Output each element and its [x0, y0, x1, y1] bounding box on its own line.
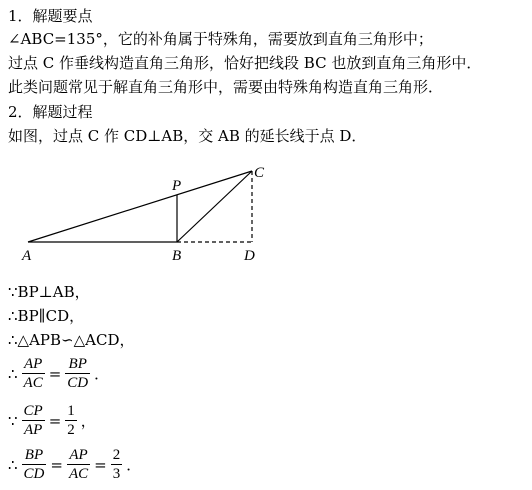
label-C: C	[254, 165, 265, 181]
label-A: A	[22, 248, 32, 264]
fraction-CP-AP: $\frac{CP}{AP}$	[23, 403, 43, 438]
proof-step-6	[8, 446, 141, 483]
step-4-prefix: ∴	[8, 364, 18, 383]
segment-BC	[177, 171, 252, 242]
proof-step-3: ∴△APB∽△ACD，	[8, 331, 135, 349]
proof-step-5	[8, 402, 96, 439]
label-D: D	[244, 248, 255, 264]
section-1-line-1: ∠ABC=135°，它的补角属于特殊角，需要放到直角三角形中；	[8, 30, 433, 48]
section-2-line-1: 如图，过点 C 作 CD⊥AB，交 AB 的延长线于点 D．	[8, 127, 367, 145]
label-P: P	[172, 178, 182, 194]
proof-step-1: ∵BP⊥AB，	[8, 283, 90, 301]
section-2-title: 2．解题过程	[8, 103, 93, 121]
step-5-suffix: ，	[80, 412, 96, 430]
equals-sign: =	[50, 455, 63, 474]
proof-step-2: ∴BP∥CD，	[8, 307, 85, 325]
label-B: B	[172, 248, 182, 264]
step-5-prefix: ∵	[8, 411, 18, 430]
fraction-2-3: $\frac{2}{3}$	[112, 447, 121, 482]
fraction-BP-CD: $\frac{BP}{CD}$	[23, 447, 45, 482]
proof-step-4	[8, 355, 109, 392]
fraction-BP-CD: $\frac{BP}{CD}$	[67, 356, 89, 391]
fraction-AP-AC: $\frac{AP}{AC}$	[23, 356, 43, 391]
fraction-1-2: $\frac{1}{2}$	[67, 403, 75, 438]
section-1-line-2: 过点 C 作垂线构造直角三角形，恰好把线段 BC 也放到直角三角形中．	[8, 54, 482, 72]
fraction-AP-AC: $\frac{AP}{AC}$	[68, 447, 89, 482]
step-6-suffix: ．	[126, 456, 142, 474]
section-1-line-3: 此类问题常见于解直角三角形中，需要由特殊角构造直角三角形．	[8, 78, 444, 96]
equals-sign: =	[94, 455, 107, 474]
step-4-suffix: ．	[94, 365, 110, 383]
equals-sign: =	[48, 411, 62, 430]
segment-AC	[28, 171, 252, 242]
section-1-title: 1．解题要点	[8, 7, 93, 25]
step-6-prefix: ∴	[8, 455, 18, 474]
equals-sign: =	[48, 364, 62, 383]
